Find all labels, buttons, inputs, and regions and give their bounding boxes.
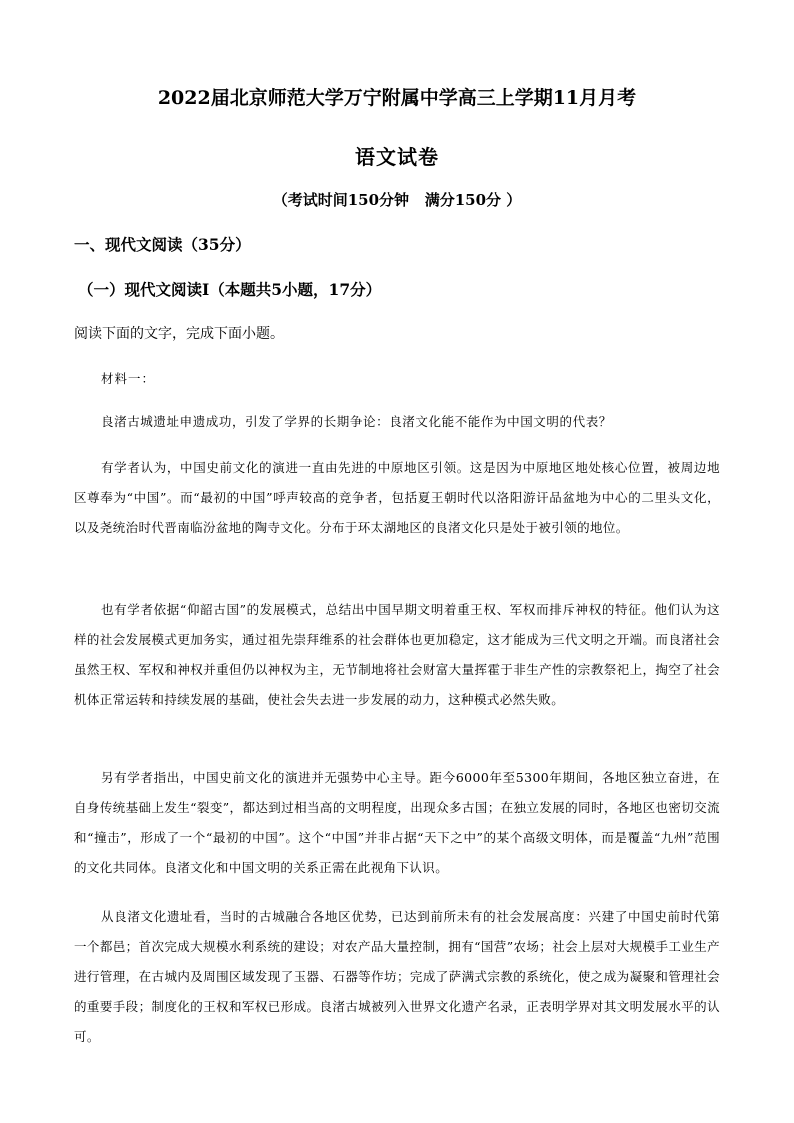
passage-paragraph: 另有学者指出，中国史前文化的演进并无强势中心主导。距今6000年至5300年期间，各地区独立奋进，在自身传统基础上发生“裂变”，都达到过相当高的文明程度，出现众多古国；在独立发展的同时，各地区也密切交流和“撞击”，形成了一个“最初的中国”。这个“中国”并非占据“天下之中”的某个高级文明体，而是覆盖“九州”范围的文化共同体。良渚文化和中国文明的关系正需在此视角下认识。 — [74, 770, 720, 875]
passage-paragraph: 也有学者依据“仰韶古国”的发展模式，总结出中国早期文明着重王权、军权而排斥神权的特征。他们认为这样的社会发展模式更加务实，通过祖先崇拜维系的社会群体也更加稳定，这才能成为三代文明之开端。而良渚社会虽然王权、军权和神权并重但仍以神权为主，无节制地将社会财富大量挥霍于非生产性的宗教祭祀上，掏空了社会机体正常运转和持续发展的基础，使社会失去进一步发展的动力，这种模式必然失败。 — [74, 602, 720, 707]
subsection-heading: （一）现代文阅读Ⅰ（本题共5小题，17分） — [78, 280, 382, 299]
passage-intro: 良渚古城遗址申遗成功，引发了学界的长期争论：良渚文化能不能作为中国文明的代表？ — [101, 414, 612, 429]
passage-paragraph: 有学者认为，中国史前文化的演进一直由先进的中原地区引领。这是因为中原地区地处核心位置，被周边地区尊奉为“中国”。而“最初的中国”呼声较高的竞争者，包括夏王朝时代以洛阳游讦品盆地为中心的二里头文化，以及尧统治时代晋南临汾盆地的陶寺文化。分布于环太湖地区的良渚文化只是处于被引领的地位。 — [74, 460, 720, 535]
subject-title: 语文试卷 — [355, 145, 439, 169]
exam-info: （考试时间150分钟 满分150分 ） — [272, 191, 522, 209]
instruction-text: 阅读下面的文字，完成下面小题。 — [74, 326, 284, 342]
material-label: 材料一： — [101, 371, 156, 386]
section-heading: 一、现代文阅读（35分） — [74, 235, 251, 254]
exam-title: 2022届北京师范大学万宁附属中学高三上学期11月月考 — [157, 87, 637, 109]
passage-paragraph: 从良渚文化遗址看，当时的古城融合各地区优势，已达到前所未有的社会发展高度：兴建了中国史前时代第一个都邑；首次完成大规模水利系统的建设；对农产品大量控制，拥有“国营”农场；社会上层对大规模手工业生产进行管理，在古城内及周围区域发现了玉器、石器等作坊；完成了萨满式宗教的系统化，使之成为凝聚和管理社会的重要手段；制度化的王权和军权已形成。良渚古城被列入世界文化遗产名录，正表明学界对其文明发展水平的认可。 — [74, 909, 720, 1044]
